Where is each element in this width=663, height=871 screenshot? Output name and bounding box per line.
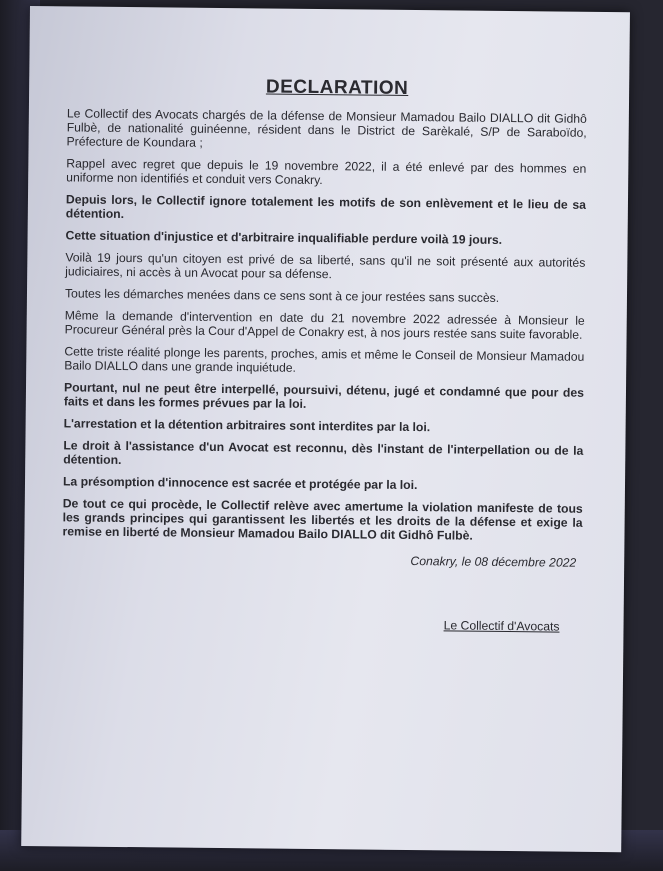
paragraph-abduction: Rappel avec regret que depuis le 19 novembre 2022, il a été enlevé par des hommes en uniforme non identifiés et conduit vers Conakry.: [66, 156, 587, 188]
signature: Le Collectif d'Avocats: [443, 618, 560, 634]
paragraph-due-process: Pourtant, nul ne peut être interpellé, poursuivi, détenu, jugé et condamné que pour des faits et dans les formes prévues par la loi.: [63, 380, 585, 411]
paragraph-unknown-motives: Depuis lors, le Collectif ignore totalement les motifs de son enlèvement et le lieu de sa détention.: [65, 192, 587, 221]
paragraph-intervention-request: Même la demande d'intervention en date du 21 novembre 2022 adressée à Monsieur le Procureur Général près la Cour d'Appel de Conakry est, à nos jours restée sans suite favorable.: [64, 308, 585, 342]
paper-sheet: [21, 6, 630, 852]
paragraph-right-to-lawyer: Le droit à l'assistance d'un Avocat est reconnu, dès l'instant de l'interpellation ou de la détention.: [63, 438, 584, 467]
document-body: [61, 78, 587, 633]
document-title: DECLARATION: [265, 76, 409, 99]
paragraph-arbitrary-detention: L'arrestation et la détention arbitraires sont interdites par la loi.: [63, 416, 431, 435]
paragraph-conclusion: De tout ce qui procède, le Collectif relève avec amertume la violation manifeste de tous les grands principes qui garantissent les libertés et les droits de la défense et exige la remise en liberté de Monsieur Mamadou Bailo DIALLO dit Gidhô Fulbè.: [62, 496, 583, 543]
paragraph-presumption-innocence: La présomption d'innocence est sacrée et protégée par la loi.: [62, 474, 418, 493]
paragraph-intro: Le Collectif des Avocats chargés de la défense de Monsieur Mamadou Bailo DIALLO dit Gidhô Fulbè, de nationalité guinéenne, résident dans le District de Sarèkalé, S/P de Saraboïdo, Préfecture de Koundara ;: [66, 106, 587, 150]
date-line: Conakry, le 08 décembre 2022: [410, 554, 577, 570]
paragraph-no-success: Toutes les démarches menées dans ce sens sont à ce jour restées sans succès.: [64, 286, 500, 305]
paragraph-deprived-liberty: Voilà 19 jours qu'un citoyen est privé de sa liberté, sans qu'il ne soit présenté aux autorités judiciaires, ni accès à un Avocat pour sa défense.: [65, 250, 586, 282]
paragraph-concern: Cette triste réalité plonge les parents, proches, amis et même le Conseil de Monsieur Mamadou Bailo DIALLO dans une grande inquiétude.: [64, 344, 585, 375]
paragraph-injustice: Cette situation d'injustice et d'arbitraire inqualifiable perdure voilà 19 jours.: [65, 228, 503, 247]
